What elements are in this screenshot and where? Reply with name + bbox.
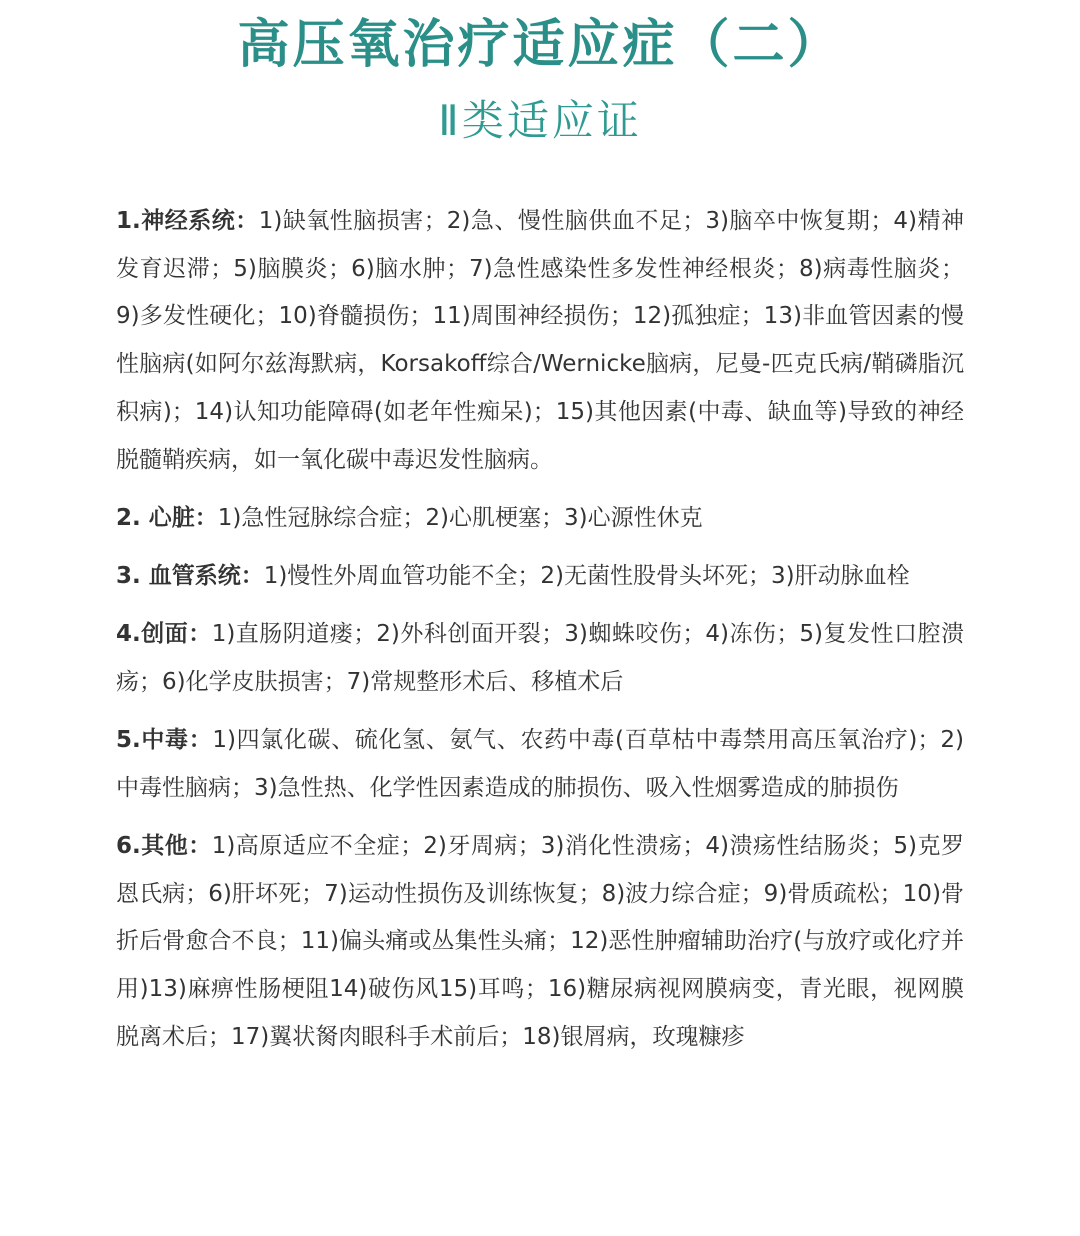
section-nervous-system [116, 198, 964, 484]
page-title: 高压氧治疗适应症（二） [237, 15, 843, 75]
section-other [116, 823, 964, 1062]
section-heading: 6.其他： [116, 832, 212, 859]
page-subtitle: Ⅱ类适应证 [438, 96, 642, 145]
section-heading: 1.神经系统： [116, 208, 259, 234]
section-heart [116, 495, 964, 543]
section-poisoning [116, 717, 964, 812]
section-text: 1)高原适应不全症；2)牙周病；3)消化性溃疡；4)溃疡性结肠炎；5)克罗恩氏病；6)肝坏死；7)运动性损伤及训练恢复；8)波力综合症；9)骨质疏松；10)骨折后骨愈合不良；11)偏头痛或丛集性头痛；12)恶性肿瘤辅助治疗(与放疗或化疗并用)13)麻痹性肠梗阻14)破伤风15)耳鸣；16)糖尿病视网膜病变，青光眼，视网膜脱离术后；17)翼状胬肉眼科手术前后；18)银屑病，玫瑰糠疹 [116, 832, 964, 1050]
section-text: 1)缺氧性脑损害；2)急、慢性脑供血不足；3)脑卒中恢复期；4)精神发育迟滞；5)脑膜炎；6)脑水肿；7)急性感染性多发性神经根炎；8)病毒性脑炎；9)多发性硬化；10)脊髓损伤；11)周围神经损伤；12)孤独症；13)非血管因素的慢性脑病(如阿尔兹海默病，Korsakoff综合/Wernicke脑病，尼曼-匹克氏病/鞘磷脂沉积病)；14)认知功能障碍(如老年性痴呆)；15)其他因素(中毒、缺血等)导致的神经脱髓鞘疾病，如一氧化碳中毒迟发性脑病。 [116, 208, 964, 473]
section-text: 1)四氯化碳、硫化氢、氨气、农药中毒(百草枯中毒禁用高压氧治疗)；2)中毒性脑病；3)急性热、化学性因素造成的肺损伤、吸入性烟雾造成的肺损伤 [116, 727, 964, 801]
section-heading: 3. 血管系统： [116, 562, 264, 589]
section-vascular-system [116, 553, 964, 601]
section-heading: 5.中毒： [116, 727, 213, 754]
section-heading: 4.创面： [116, 621, 212, 648]
indications-list [116, 198, 964, 1072]
section-text: 1)急性冠脉综合症；2)心肌梗塞；3)心源性休克 [217, 504, 703, 531]
section-text: 1)慢性外周血管功能不全；2)无菌性股骨头坏死；3)肝动脉血栓 [263, 562, 910, 589]
section-wounds [116, 611, 964, 706]
section-heading: 2. 心脏： [116, 504, 218, 531]
section-text: 1)直肠阴道瘘；2)外科创面开裂；3)蜘蛛咬伤；4)冻伤；5)复发性口腔溃疡；6)化学皮肤损害；7)常规整形术后、移植术后 [116, 621, 964, 695]
